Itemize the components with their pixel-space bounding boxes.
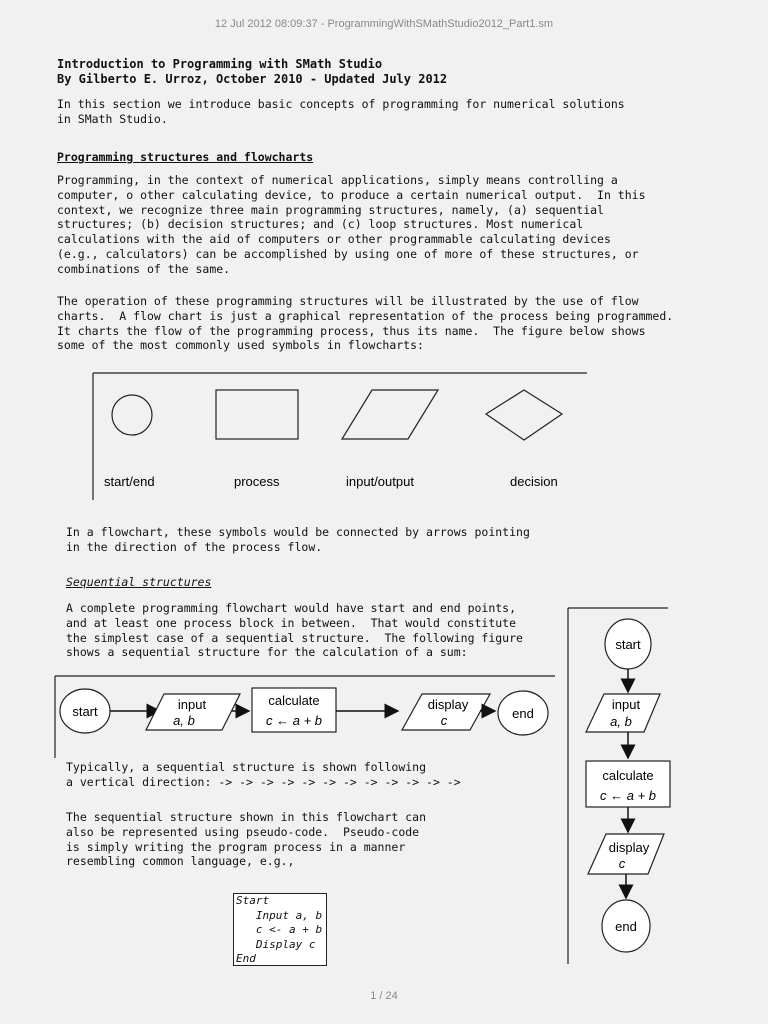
pseudocode-box: Start Input a, b c <- a + b Display c End	[233, 893, 327, 966]
page-number: 1 / 24	[370, 990, 398, 1002]
start-label: start	[72, 704, 98, 719]
label-process: process	[234, 474, 280, 489]
end-label: end	[512, 706, 534, 721]
horizontal-flowchart	[52, 672, 558, 760]
v-display-var: c	[618, 856, 626, 871]
input-output-symbol	[342, 390, 438, 439]
v-start-label: start	[615, 637, 641, 652]
flowchart-symbols-figure	[90, 370, 590, 510]
calculate-expr: c ← a + b	[266, 713, 322, 728]
vertical-flowchart	[564, 604, 674, 966]
v-input-label: input	[611, 697, 641, 712]
v-end-label: end	[615, 919, 637, 934]
section-heading-sequential: Sequential structures	[66, 575, 212, 589]
label-decision: decision	[510, 474, 558, 489]
paragraph-vertical: Typically, a sequential structure is shown following a vertical direction: -> -> -> -> -> -> -> -> -> -> -> ->	[66, 760, 461, 789]
display-var: c	[440, 713, 448, 728]
doc-author-line: By Gilberto E. Urroz, October 2010 - Updated July 2012	[57, 72, 448, 86]
paragraph-pseudocode: The sequential structure shown in this flowchart can also be represented using pseudo-code. Pseudo-code is simply writing the program process in a manner resembling common language, e.g.,	[66, 810, 427, 869]
intro-paragraph: In this section we introduce basic concepts of programming for numerical solutions in SMath Studio.	[57, 97, 625, 126]
input-vars: a, b	[173, 713, 195, 728]
page-header: 12 Jul 2012 08:09:37 - ProgrammingWithSMathStudio2012_Part1.sm	[214, 18, 554, 30]
calculate-label: calculate	[268, 693, 320, 708]
symbols-caption: In a flowchart, these symbols would be connected by arrows pointing in the direction of the process flow.	[66, 525, 530, 554]
v-display-label: display	[608, 840, 650, 855]
v-input-vars: a, b	[610, 714, 632, 729]
v-calculate-label: calculate	[602, 768, 654, 783]
input-label: input	[177, 697, 207, 712]
label-start-end: start/end	[104, 474, 155, 489]
start-end-symbol	[112, 395, 152, 435]
doc-title: Introduction to Programming with SMath Studio	[57, 57, 383, 71]
process-symbol	[216, 390, 298, 439]
label-input-output: input/output	[346, 474, 414, 489]
section-heading-structures: Programming structures and flowcharts	[57, 150, 314, 164]
paragraph-flowcharts: The operation of these programming structures will be illustrated by the use of flow charts. A flow chart is just a graphical representation of the process being programmed. It charts the flow of the programming process, thus its name. The figure below shows some of the most commonly used symbols in flowcharts:	[57, 294, 674, 353]
paragraph-programming: Programming, in the context of numerical applications, simply means controlling a computer, o other calculating device, to produce a certain numerical output. In this context, we recognize three main programming structures, namely, (a) sequential structures; (b) decision structures; and (c) loop structures. Most numerical calculations with the aid of computers or other programmable calculating devices (e.g., calculators) can be accomplished by using one of more of these structures, or combinations of the same.	[57, 173, 646, 276]
decision-symbol	[486, 390, 562, 440]
v-calculate-expr: c ← a + b	[600, 788, 656, 803]
display-label: display	[427, 697, 469, 712]
paragraph-sequential: A complete programming flowchart would have start and end points, and at least one process block in between. That would constitute the simplest case of a sequential structure. The following figure shows a sequential structure for the calculation of a sum:	[66, 601, 523, 660]
